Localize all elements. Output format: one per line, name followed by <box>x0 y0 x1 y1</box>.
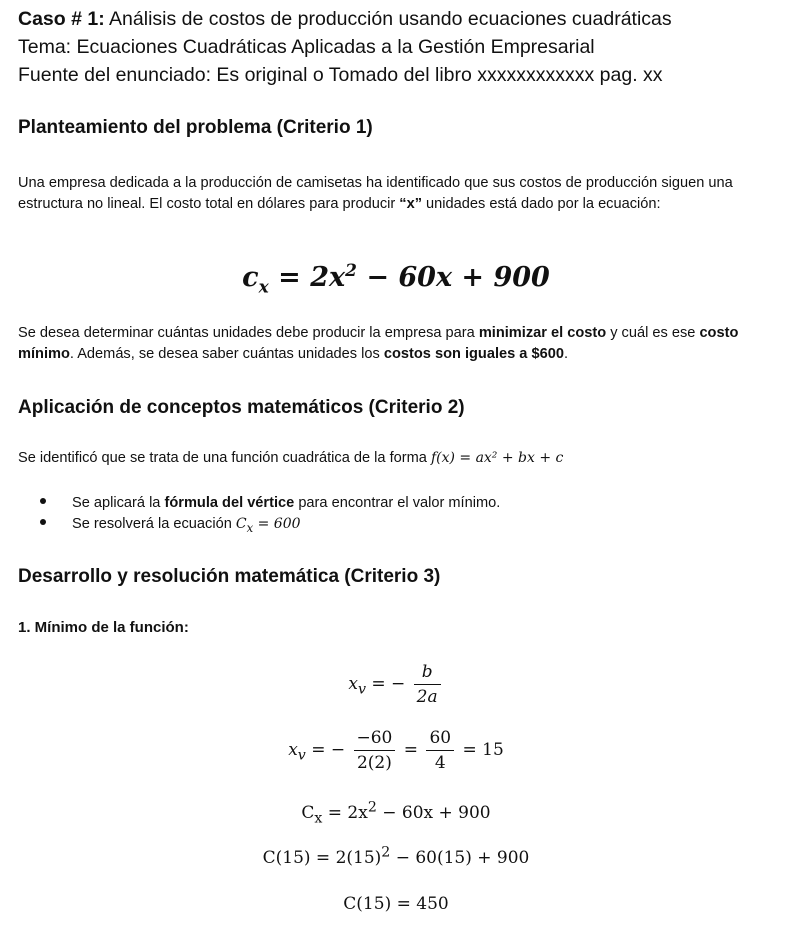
topic-line: Tema: Ecuaciones Cuadráticas Aplicadas a la Gestión Empresarial <box>18 36 595 58</box>
vertex-calculation: $x_v$ = − $\frac{-60}{2(2)}$ = $\frac{60}{4}$ = 15 <box>288 728 504 773</box>
case-title <box>18 8 672 31</box>
bullet-vertex: Se aplicará la fórmula del vértice para encontrar el valor mínimo. <box>40 495 500 511</box>
section3-heading: Desarrollo y resolución matemática (Criterio 3) <box>18 566 441 587</box>
section2-heading: Aplicación de conceptos matemáticos (Criterio 2) <box>18 397 465 418</box>
vertex-formula: $x_v$ = − $\frac{b}{2a}$ <box>0 662 792 707</box>
case-label: Caso # 1: <box>18 8 105 30</box>
section1-heading: Planteamiento del problema (Criterio 1) <box>18 117 373 138</box>
case-title-text: Análisis de costos de producción usando ecuaciones cuadráticas <box>109 8 672 30</box>
bullet-dot <box>40 498 46 504</box>
bullet-dot <box>40 519 46 525</box>
section1-paragraph-a: Una empresa dedicada a la producción de camisetas ha identificado que sus costos de producción siguen una estructura no lineal. El costo total en dólares para producir “x” unidades está dado por la ecuación: <box>18 175 733 212</box>
bullet-equation: Se resolverá la ecuación $C_x = 600$ <box>40 516 301 532</box>
source-line: Fuente del enunciado: Es original o Tomado del libro xxxxxxxxxxxx pag. xx <box>18 64 663 86</box>
quadratic-form: f(x) = ax² + bx + c <box>430 450 564 466</box>
cost-equation: $c_x = 2x^2 - 60x + 900$ <box>242 261 550 298</box>
section1-paragraph-b: Se desea determinar cuántas unidades debe producir la empresa para minimizar el costo y cuál es ese costo mínimo. Además, se desea saber cuántas unidades los costos son iguales a $600. <box>18 325 739 362</box>
section3-subheading: 1. Mínimo de la función: <box>18 619 189 636</box>
cost-function-restated: $C_x = 2x^2 - 60x + 900$ <box>301 799 491 827</box>
section2-intro: Se identificó que se trata de una función cuadrática de la forma f(x) = ax² + bx + c <box>18 450 564 466</box>
cost-substitution: $C(15) = 2(15)^2 - 60(15) + 900$ <box>262 844 530 868</box>
minimum-cost-result: C(15) = 450 <box>343 894 449 914</box>
